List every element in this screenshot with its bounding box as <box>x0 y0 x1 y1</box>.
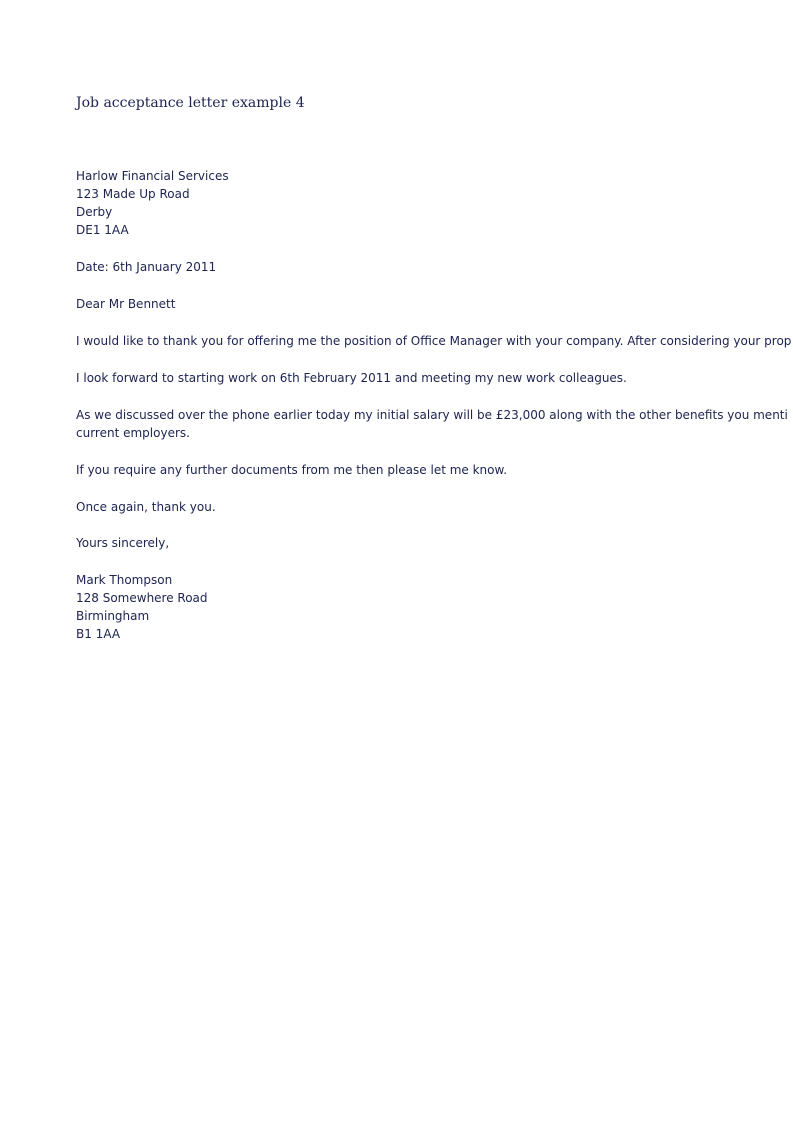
paragraph-start-date: I look forward to starting work on 6th February 2011 and meeting my new work colleagues. <box>76 371 627 385</box>
paragraph-thank-you: Once again, thank you. <box>76 500 216 514</box>
recipient-city: Derby <box>76 205 113 219</box>
document-title: Job acceptance letter example 4 <box>76 95 305 111</box>
closing: Yours sincerely, <box>76 536 170 550</box>
sender-postcode: B1 1AA <box>76 627 121 641</box>
sender-city: Birmingham <box>76 609 150 623</box>
sender-street: 128 Somewhere Road <box>76 591 208 605</box>
paragraph-salary-continued: current employers. <box>76 426 190 440</box>
recipient-postcode: DE1 1AA <box>76 223 129 237</box>
recipient-street: 123 Made Up Road <box>76 187 190 201</box>
paragraph-salary: As we discussed over the phone earlier today my initial salary will be £23,000 along with the other benefits you menti <box>76 408 788 422</box>
recipient-company: Harlow Financial Services <box>76 169 229 183</box>
salutation: Dear Mr Bennett <box>76 297 176 311</box>
paragraph-documents: If you require any further documents from me then please let me know. <box>76 463 508 477</box>
paragraph-thanks: I would like to thank you for offering me the position of Office Manager with your company. After considering your prop <box>76 334 792 348</box>
sender-name: Mark Thompson <box>76 573 173 587</box>
letter-date: Date: 6th January 2011 <box>76 260 217 274</box>
